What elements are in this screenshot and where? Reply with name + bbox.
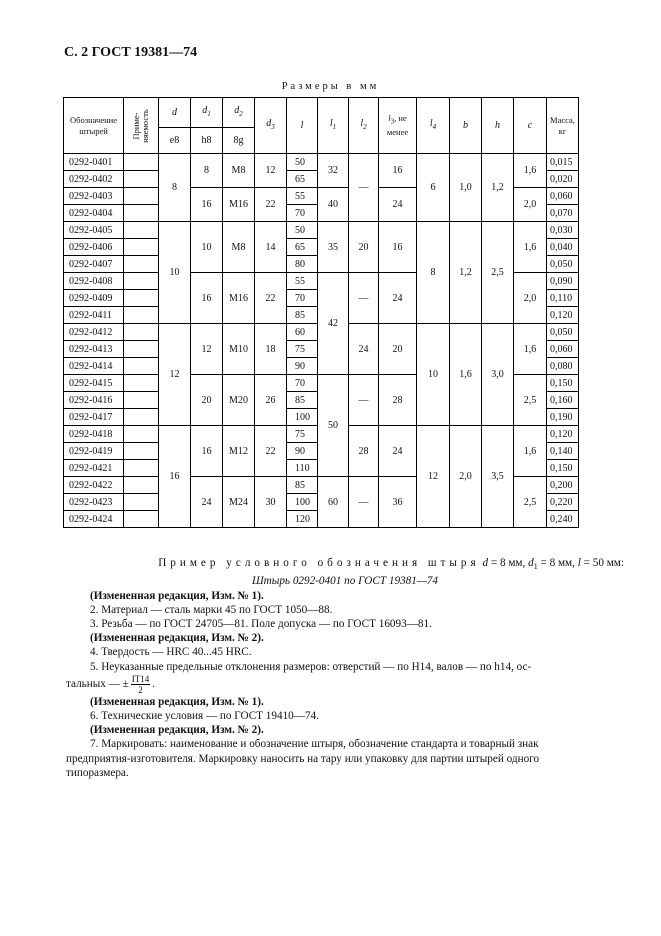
header-code: Обозначение штырей [64,98,124,154]
cell-l1: 35 [318,222,349,273]
example-lead: Пример условного обозначения штыря [158,557,480,569]
cell-mass: 0,160 [547,392,579,409]
cell-code: 0292-0422 [64,477,124,494]
cell-mass: 0,190 [547,409,579,426]
cell-usage [124,409,159,426]
cell-code: 0292-0418 [64,426,124,443]
cell-h: 3,5 [482,426,514,528]
cell-mass: 0,080 [547,358,579,375]
cell-b: 2,0 [450,426,482,528]
example-params: d [482,557,489,569]
cell-l: 50 [287,222,318,239]
cell-d3: 30 [255,477,287,528]
cell-l: 120 [287,511,318,528]
cell-usage [124,273,159,290]
cell-l: 50 [287,154,318,171]
cell-usage [124,494,159,511]
note-item-5b-text: тальных — ± [66,677,129,690]
header-d3: $d_3$ [255,98,287,154]
fraction [131,674,151,695]
header-l4: $l_4$ [417,98,450,154]
cell-usage [124,222,159,239]
cell-code: 0292-0424 [64,511,124,528]
header-h: h [482,98,514,154]
cell-code: 0292-0408 [64,273,124,290]
header-usage [124,98,159,154]
cell-d2: М8 [223,154,255,188]
cell-l: 90 [287,358,318,375]
cell-mass: 0,120 [547,307,579,324]
cell-code: 0292-0405 [64,222,124,239]
header-d2: $d_2$ [223,98,255,128]
cell-usage [124,188,159,205]
cell-l: 55 [287,188,318,205]
cell-code: 0292-0419 [64,443,124,460]
cell-mass: 0,090 [547,273,579,290]
cell-usage [124,426,159,443]
cell-usage [124,511,159,528]
notes-block [66,556,624,780]
cell-mass: 0,220 [547,494,579,511]
cell-mass: 0,150 [547,460,579,477]
header-l2: $l_2$ [349,98,379,154]
cell-d3: 26 [255,375,287,426]
cell-l3: 36 [379,477,417,528]
cell-mass: 0,150 [547,375,579,392]
cell-d2: М10 [223,324,255,375]
cell-code: 0292-0417 [64,409,124,426]
cell-mass: 0,120 [547,426,579,443]
cell-code: 0292-0403 [64,188,124,205]
cell-d2: М16 [223,273,255,324]
cell-mass: 0,015 [547,154,579,171]
cell-usage [124,358,159,375]
header-d-tol: e8 [159,128,191,154]
cell-c: 1,6 [514,154,547,188]
cell-d2: М20 [223,375,255,426]
cell-l: 75 [287,341,318,358]
cell-c: 2,5 [514,375,547,426]
cell-l: 75 [287,426,318,443]
cell-l: 85 [287,392,318,409]
cell-mass: 0,020 [547,171,579,188]
cell-l3: 16 [379,154,417,188]
cell-mass: 0,240 [547,511,579,528]
cell-usage [124,290,159,307]
cell-d1: 16 [191,426,223,477]
cell-usage [124,443,159,460]
cell-l1: 50 [318,375,349,477]
page-header: С. 2 ГОСТ 19381—74 [64,45,198,60]
table-row [64,222,579,239]
fraction-numerator: IT14 [131,673,150,684]
cell-usage [124,239,159,256]
note-item-6: 6. Технические условия — по ГОСТ 19410—74. [90,710,319,723]
cell-l2: — [349,154,379,222]
header-mass: Масса, кг [547,98,579,154]
note-item-3: 3. Резьба — по ГОСТ 24705—81. Поле допуска — по ГОСТ 16093—81. [90,618,432,631]
cell-l1: 42 [318,273,349,375]
cell-d3: 18 [255,324,287,375]
cell-mass: 0,040 [547,239,579,256]
cell-usage [124,205,159,222]
cell-l3: 20 [379,324,417,375]
cell-l2: 24 [349,324,379,375]
cell-d1: 20 [191,375,223,426]
cell-l2: 28 [349,426,379,477]
cell-l2: — [349,477,379,528]
header-c: c [514,98,547,154]
header-l1: $l_1$ [318,98,349,154]
cell-usage [124,324,159,341]
header-d1: $d_1$ [191,98,223,128]
cell-l: 80 [287,256,318,273]
cell-l: 110 [287,460,318,477]
edition-note-3: (Измененная редакция, Изм. № 1). [90,695,264,708]
cell-l: 70 [287,375,318,392]
cell-d2: М8 [223,222,255,273]
cell-d3: 22 [255,426,287,477]
cell-mass: 0,140 [547,443,579,460]
cell-code: 0292-0421 [64,460,124,477]
cell-d1: 10 [191,222,223,273]
note-item-4: 4. Твердость — HRC 40...45 HRC. [90,646,252,659]
header-d2-tol: 8g [223,128,255,154]
cell-code: 0292-0412 [64,324,124,341]
cell-d2: М24 [223,477,255,528]
cell-usage [124,171,159,188]
cell-h: 3,0 [482,324,514,426]
cell-c: 1,6 [514,222,547,273]
cell-usage [124,460,159,477]
note-item-5a: 5. Неуказанные предельные отклонения размеров: отверстий — по H14, валов — по h14, ос- [90,660,532,673]
cell-l3: 24 [379,188,417,222]
fraction-denominator: 2 [138,684,143,695]
cell-l: 65 [287,171,318,188]
cell-l4: 6 [417,154,450,222]
cell-mass: 0,060 [547,341,579,358]
example-line: Пример условного обозначения штыря d = 8 мм, $d_1 = 8$ мм, l = 50 мм: [158,557,624,572]
cell-mass: 0,050 [547,324,579,341]
cell-c: 1,6 [514,324,547,375]
cell-code: 0292-0402 [64,171,124,188]
cell-l4: 8 [417,222,450,324]
cell-l4: 12 [417,426,450,528]
note-item-5b: тальных — ± $\frac{IT14}{2}$ . [66,673,156,695]
cell-mass: 0,110 [547,290,579,307]
cell-h: 1,2 [482,154,514,222]
header-d: d [159,98,191,128]
cell-l3: 24 [379,426,417,477]
cell-d3: 12 [255,154,287,188]
cell-l1: 32 [318,154,349,188]
header-l: l [287,98,318,154]
cell-code: 0292-0411 [64,307,124,324]
cell-l3: 16 [379,222,417,273]
cell-d3: 14 [255,222,287,273]
edition-note-2: (Измененная редакция, Изм. № 2). [90,632,264,645]
cell-b: 1,0 [450,154,482,222]
cell-c: 2,0 [514,273,547,324]
cell-d3: 22 [255,273,287,324]
cell-d1: 24 [191,477,223,528]
cell-usage [124,392,159,409]
cell-code: 0292-0416 [64,392,124,409]
cell-usage [124,154,159,171]
cell-c: 2,5 [514,477,547,528]
cell-code: 0292-0401 [64,154,124,171]
cell-d: 16 [159,426,191,528]
header-usage-text: Приме- няемость [131,108,150,143]
edition-note-4: (Измененная редакция, Изм. № 2). [90,724,264,737]
table-caption: Размеры в мм [281,81,380,92]
cell-l: 65 [287,239,318,256]
header-d1-tol: h8 [191,128,223,154]
cell-code: 0292-0415 [64,375,124,392]
cell-mass: 0,200 [547,477,579,494]
cell-l4: 10 [417,324,450,426]
cell-l3: 28 [379,375,417,426]
cell-l1: 40 [318,188,349,222]
cell-b: 1,2 [450,222,482,324]
cell-l2: 20 [349,222,379,273]
cell-l: 70 [287,290,318,307]
cell-d2: М16 [223,188,255,222]
cell-d: 10 [159,222,191,324]
header-l3: $l_3$, не менее [379,98,417,154]
cell-d1: 8 [191,154,223,188]
cell-l: 60 [287,324,318,341]
cell-l2: — [349,375,379,426]
cell-code: 0292-0423 [64,494,124,511]
note-item-2: 2. Материал — сталь марки 45 по ГОСТ 1050—88. [90,603,333,616]
cell-usage [124,256,159,273]
cell-l: 85 [287,477,318,494]
cell-d: 8 [159,154,191,222]
cell-d2: М12 [223,426,255,477]
cell-l1: 60 [318,477,349,528]
cell-d3: 22 [255,188,287,222]
cell-mass: 0,060 [547,188,579,205]
example-text: Штырь 0292-0401 по ГОСТ 19381—74 [252,575,438,588]
cell-mass: 0,030 [547,222,579,239]
header-b: b [450,98,482,154]
table-row [64,154,579,171]
cell-c: 1,6 [514,426,547,477]
cell-mass: 0,050 [547,256,579,273]
cell-d: 12 [159,324,191,426]
cell-l: 70 [287,205,318,222]
cell-usage [124,307,159,324]
cell-code: 0292-0409 [64,290,124,307]
cell-l: 100 [287,494,318,511]
cell-l: 55 [287,273,318,290]
dimensions-table [63,97,579,528]
cell-l: 100 [287,409,318,426]
cell-usage [124,375,159,392]
cell-h: 2,5 [482,222,514,324]
cell-code: 0292-0414 [64,358,124,375]
cell-mass: 0,070 [547,205,579,222]
cell-d1: 16 [191,188,223,222]
cell-code: 0292-0406 [64,239,124,256]
edition-note-1: (Измененная редакция, Изм. № 1). [90,589,264,602]
cell-code: 0292-0413 [64,341,124,358]
cell-d1: 12 [191,324,223,375]
cell-d1: 16 [191,273,223,324]
cell-l2: — [349,273,379,324]
cell-l3: 24 [379,273,417,324]
cell-c: 2,0 [514,188,547,222]
cell-code: 0292-0404 [64,205,124,222]
cell-l: 85 [287,307,318,324]
cell-usage [124,477,159,494]
cell-l: 90 [287,443,318,460]
cell-code: 0292-0407 [64,256,124,273]
cell-b: 1,6 [450,324,482,426]
cell-usage [124,341,159,358]
note-item-7: 7. Маркировать: наименование и обозначение штыря, обозначение стандарта и товарный знак предприятия-изготовителя. Маркировку наносить на тару или упаковку для партии штырей одного типоразмера. [66,738,540,779]
